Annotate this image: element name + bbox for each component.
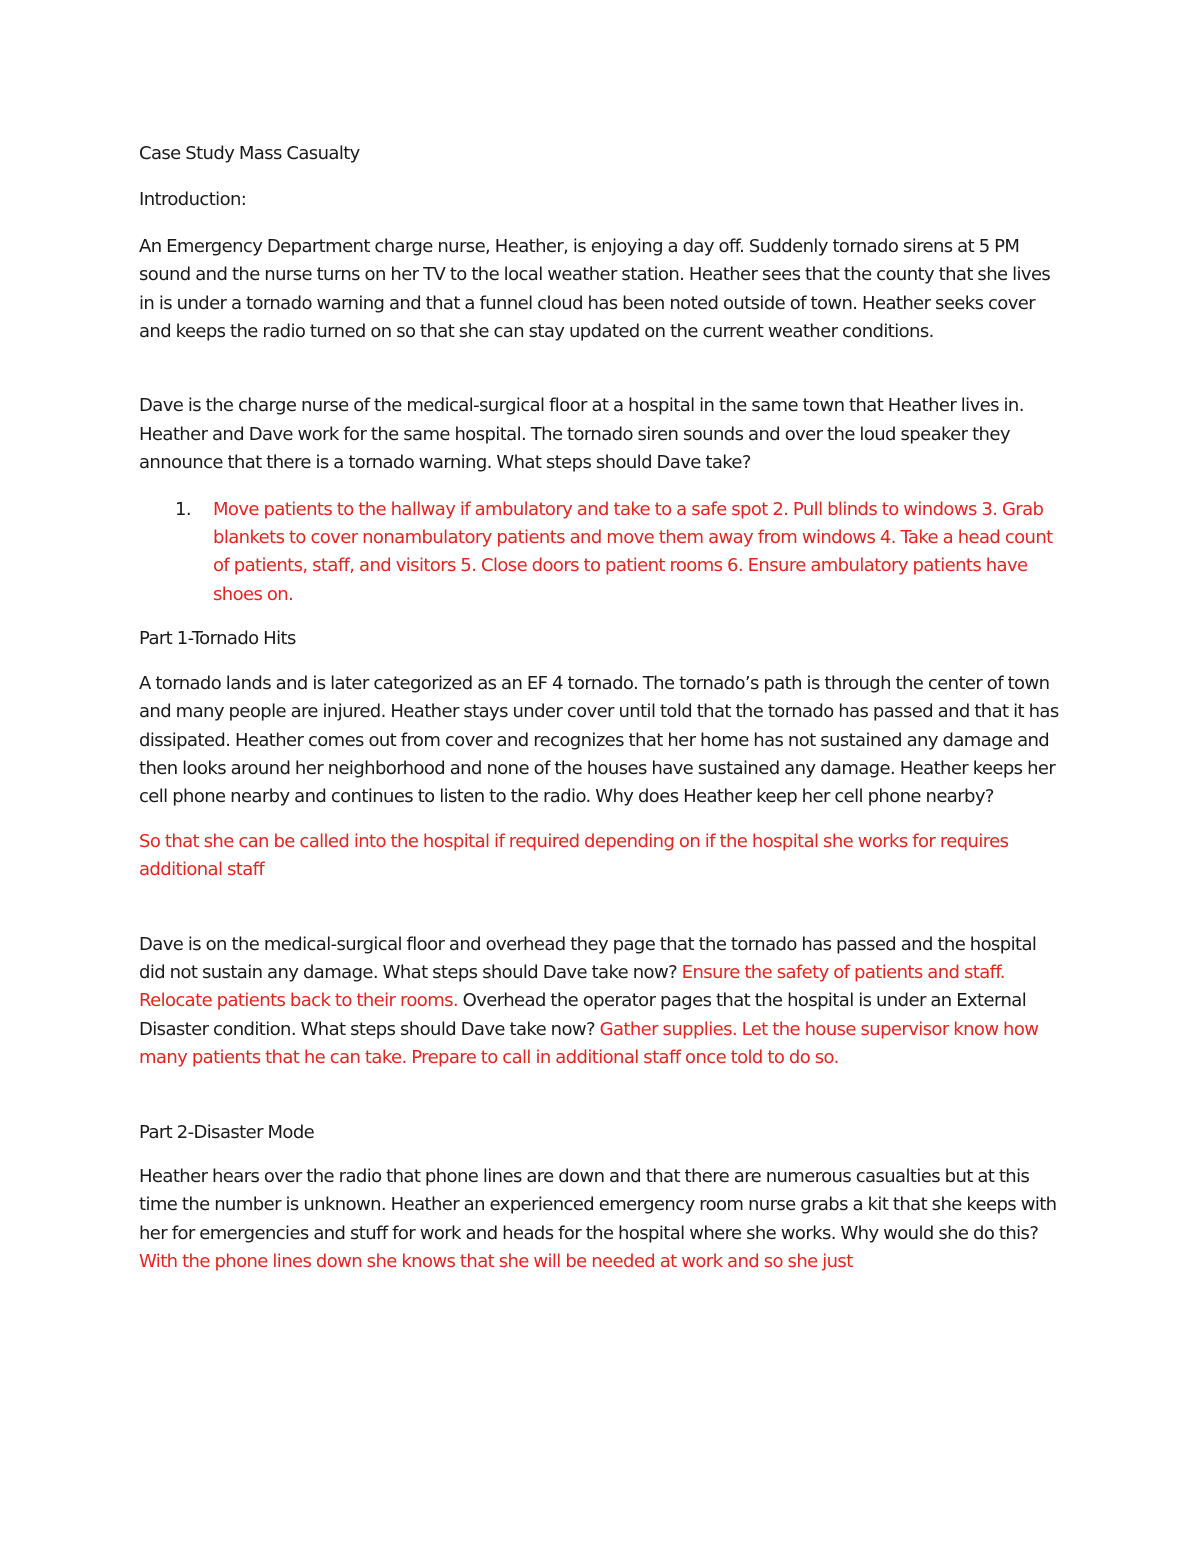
part1-paragraph: A tornado lands and is later categorized as an EF 4 tornado. The tornado’s path is through the center of town and many people are injured. Heather stays under cover until told that the tornado has passed and that it has dissipated. Heather comes out from cover and recognizes that her home has not sustained any damage and then looks around her neighborhood and none of the houses have sustained any damage. Heather keeps her cell phone nearby and continues to listen to the radio. Why does Heather keep her cell phone nearby?	[139, 672, 1059, 808]
list-number: 1.	[175, 498, 191, 520]
dave-question-1: Dave is on the medical-surgical floor and overhead they page that the tornado has passed and the hospital did not sustain any damage. What steps should Dave take now?	[139, 933, 1037, 983]
document-title: Case Study Mass Casualty	[139, 143, 360, 164]
part1-heading: Part 1-Tornado Hits	[139, 628, 296, 650]
dave-followup-paragraph	[139, 931, 1064, 1073]
part2-answer: With the phone lines down she knows that she will be needed at work and so she just	[139, 1251, 853, 1273]
part2-heading: Part 2-Disaster Mode	[139, 1121, 315, 1143]
intro-paragraph: An Emergency Department charge nurse, Heather, is enjoying a day off. Suddenly tornado sirens at 5 PM sound and the nurse turns on her TV to the local weather station. Heather sees that the county that she lives in is under a tornado warning and that a funnel cloud has been noted outside of town. Heather seeks cover and keeps the radio turned on so that she can stay updated on the current weather conditions.	[139, 235, 1051, 343]
part2-paragraph	[139, 1163, 1064, 1277]
part2-question: Heather hears over the radio that phone lines are down and that there are numerous casualties but at this time the number is unknown. Heather an experienced emergency room nurse grabs a kit that she keeps with her for emergencies and stuff for work and heads for the hospital where she works. Why would she do this?	[139, 1165, 1057, 1244]
dave-scenario-paragraph: Dave is the charge nurse of the medical-surgical floor at a hospital in the same town that Heather lives in. Heather and Dave work for the same hospital. The tornado siren sounds and over the loud speaker they announce that there is a tornado warning. What steps should Dave take?	[139, 395, 1024, 474]
answer-list	[139, 496, 1064, 610]
part1-answer: So that she can be called into the hospital if required depending on if the hospital she works for requires additional staff	[139, 830, 1009, 881]
dave-answer-2: Gather supplies. Let the house supervisor know how many patients that he can take. Prepare to call in additional staff once told to do so.	[139, 1018, 1039, 1069]
document-page	[139, 140, 1064, 1277]
introduction-heading: Introduction:	[139, 189, 247, 211]
dave-question-2: Overhead the operator pages that the hospital is under an External Disaster condition. What steps should Dave take now?	[139, 990, 1027, 1040]
dave-answer-1: Ensure the safety of patients and staff. Relocate patients back to their rooms.	[139, 961, 1005, 1012]
list-answer-text: Move patients to the hallway if ambulatory and take to a safe spot 2. Pull blinds to windows 3. Grab blankets to cover nonambulatory patients and move them away from windows 4. Take a head count of patients, staff, and visitors 5. Close doors to patient rooms 6. Ensure ambulatory patients have shoes on.	[213, 498, 1053, 605]
